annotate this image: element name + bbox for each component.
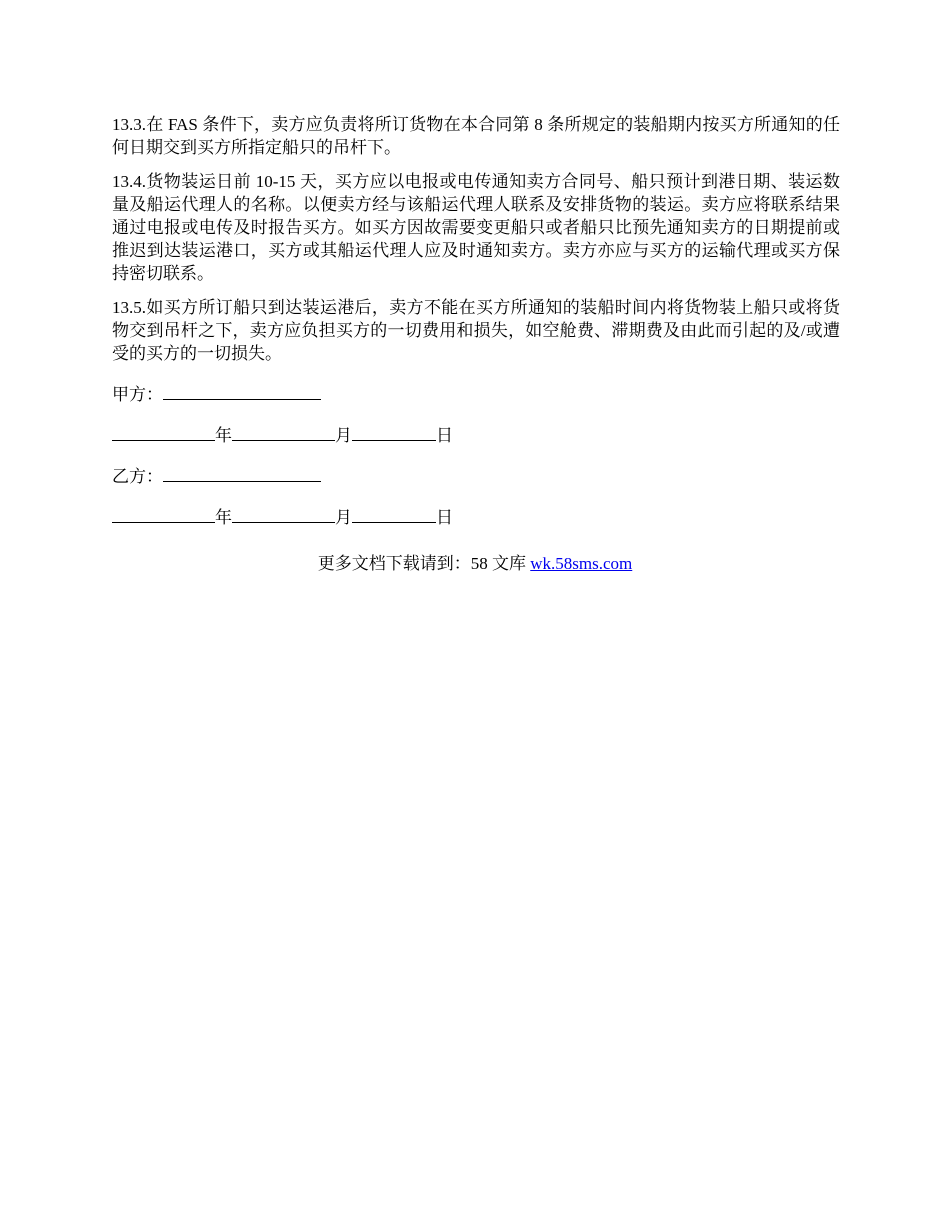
party-b-date-line [112,506,840,529]
clause-13-3: 13.3.在 FAS 条件下，卖方应负责将所订货物在本合同第 8 条所规定的装船期内按买方所通知的任何日期交到买方所指定船只的吊杆下。 [112,115,840,157]
year-label: 年 [215,426,232,445]
party-a-label: 甲方： [112,385,163,404]
month-blank [232,424,335,441]
party-a-date-line [112,424,840,447]
party-a-line [112,383,840,406]
day-label: 日 [436,426,453,445]
year-label: 年 [215,508,232,527]
document-body [112,113,840,529]
footer-prefix: 更多文档下载请到：58 文库 [317,554,531,573]
month-label: 月 [335,426,352,445]
year-blank [112,506,215,523]
month-blank [232,506,335,523]
party-b-line [112,465,840,488]
year-blank [112,424,215,441]
footer [0,552,950,575]
clause-13-4: 13.4.货物装运日前 10-15 天，买方应以电报或电传通知卖方合同号、船只预计到港日期、装运数量及船运代理人的名称。以便卖方经与该船运代理人联系及安排货物的装运。卖方应将联系结果通过电报或电传及时报告买方。如买方因故需要变更船只或者船只比预先通知卖方的日期提前或推迟到达装运港口，买方或其船运代理人应及时通知卖方。卖方亦应与买方的运输代理或买方保持密切联系。 [112,172,840,283]
party-b-blank [163,465,321,482]
party-b-label: 乙方： [112,467,163,486]
day-label: 日 [436,508,453,527]
clause-13-5: 13.5.如买方所订船只到达装运港后，卖方不能在买方所通知的装船时间内将货物装上船只或将货物交到吊杆之下，卖方应负担买方的一切费用和损失，如空舱费、滞期费及由此而引起的及/或遭受的买方的一切损失。 [112,298,840,363]
month-label: 月 [335,508,352,527]
day-blank [352,424,436,441]
day-blank [352,506,436,523]
party-a-blank [163,383,321,400]
footer-link[interactable]: wk.58sms.com [530,554,633,573]
